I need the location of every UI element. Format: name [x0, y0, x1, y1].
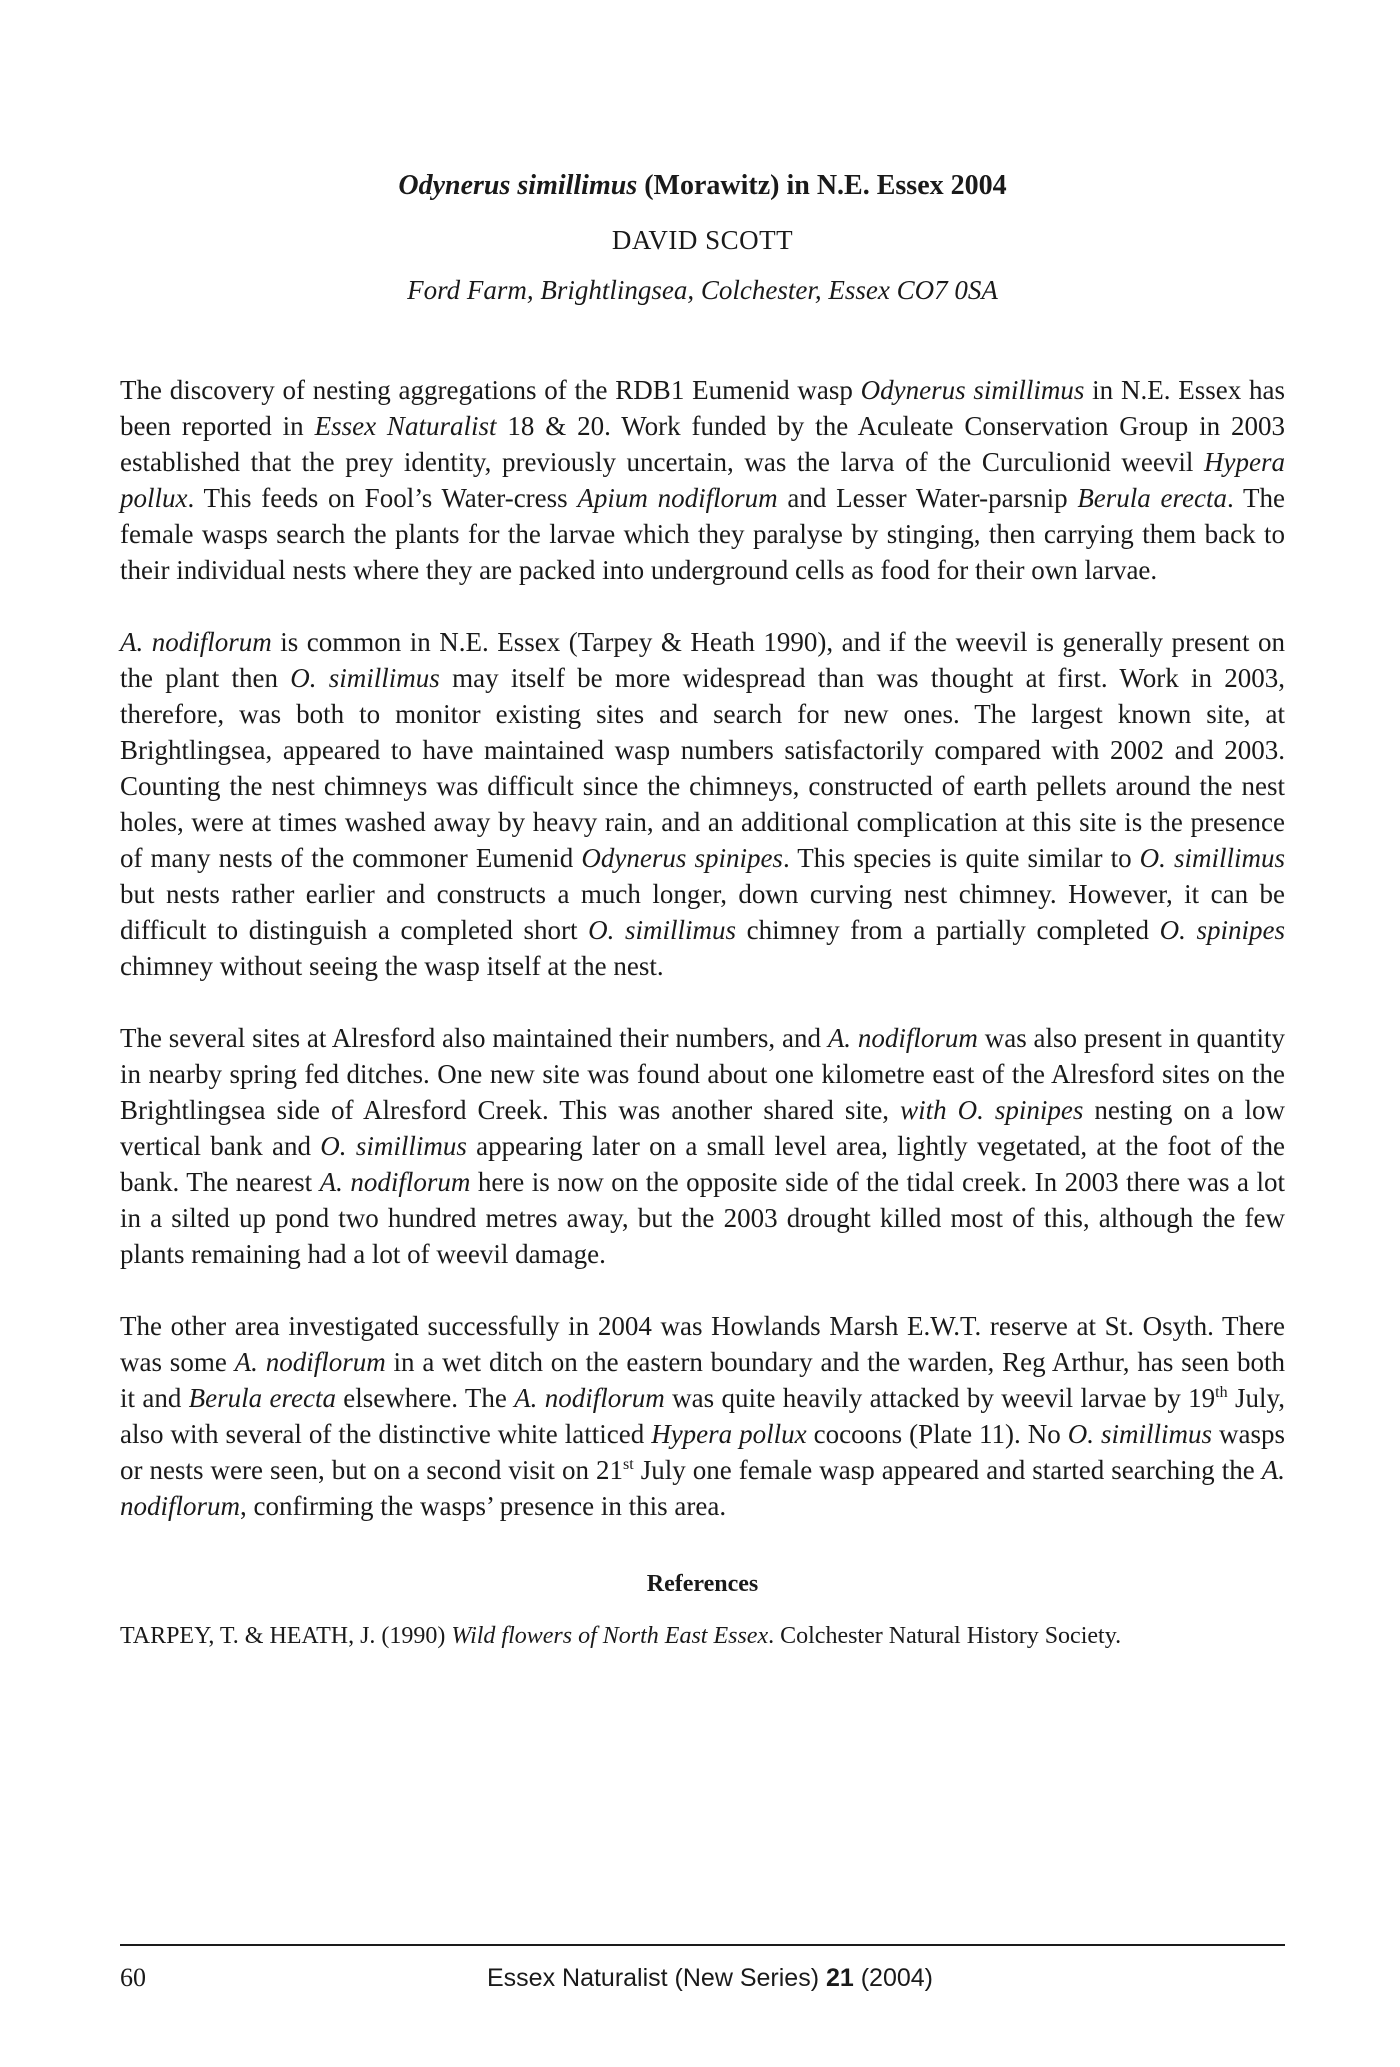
text-run: The several sites at Alresford also maintained their numbers, and: [120, 1023, 828, 1053]
text-run: The discovery of nesting aggregations of the RDB1 Eumenid wasp: [120, 375, 861, 405]
references-heading: References: [646, 1571, 759, 1597]
text-run: . The female wasps search the plants for the larvae which they paralyse by stinging, then carrying them back to their individual nests where they are packed into underground cells as food for their own larvae.: [120, 483, 1285, 585]
text-run: and Lesser Water-parsnip: [777, 483, 1078, 513]
text-run: July one female wasp appeared and started searching the: [633, 1455, 1262, 1485]
text-run: may itself be more widespread than was thought at first. Work in 2003, therefore, was both to monitor existing sites and search for new ones. The largest known site, at Brightlingsea, appeared to have maintained wasp numbers satisfactorily compared with 2002 and 2003. Counting the nest chimneys was difficult since the chimneys, constructed of earth pellets around the nest holes, were at times washed away by heavy rain, and an additional complication at this site is the presence of many nests of the commoner Eumenid: [120, 663, 1285, 873]
article-title: [120, 168, 1285, 204]
italic-term: Odynerus spinipes: [581, 843, 783, 873]
italic-term: Berula erecta: [1077, 483, 1227, 513]
journal-year: (2004): [853, 1964, 933, 1992]
text-run: but nests rather earlier and constructs a much longer, down curving nest chimney. However, it can be difficult to distinguish a completed short: [120, 879, 1285, 945]
text-run: cocoons (Plate 11). No: [806, 1419, 1068, 1449]
italic-term: A. nodiflorum: [319, 1167, 471, 1197]
journal-volume: 21: [825, 1964, 854, 1992]
footer-divider: [120, 1944, 1285, 1946]
ordinal-suffix: st: [622, 1456, 634, 1473]
page-number: 60: [120, 1963, 146, 1992]
italic-term: with O. spinipes: [900, 1095, 1084, 1125]
text-run: TARPEY, T. & HEATH, J. (1990): [120, 1623, 452, 1649]
text-run: , confirming the wasps’ presence in this area.: [240, 1491, 727, 1521]
italic-term: Hypera pollux: [651, 1419, 807, 1449]
title-species: Odynerus simillimus: [398, 170, 638, 201]
text-run: July, also with several of the distinctive white latticed: [120, 1383, 1285, 1449]
italic-term: Hypera pollux: [120, 447, 1285, 513]
italic-term: O. simillimus: [588, 915, 737, 945]
text-run: in N.E. Essex has been reported in: [120, 375, 1285, 441]
reference-item: [120, 1620, 1285, 1652]
text-run: nesting on a low vertical bank and: [120, 1095, 1285, 1161]
italic-term: O. simillimus: [1139, 843, 1285, 873]
author-address: Ford Farm, Brightlingsea, Colchester, Essex CO7 0SA: [407, 275, 998, 305]
paragraph: [120, 624, 1285, 984]
text-run: . This feeds on Fool’s Water-cress: [187, 483, 578, 513]
italic-term: O. simillimus: [320, 1131, 467, 1161]
italic-term: A. nodiflorum: [120, 1455, 1285, 1521]
ordinal-suffix: th: [1215, 1384, 1228, 1401]
text-run: chimney from a partially completed: [736, 915, 1160, 945]
text-run: The other area investigated successfully in 2004 was Howlands Marsh E.W.T. reserve at St. Osyth. There was some: [120, 1311, 1285, 1377]
italic-term: Essex Naturalist: [314, 411, 497, 441]
italic-term: A. nodiflorum: [827, 1023, 978, 1053]
italic-term: A. nodiflorum: [234, 1347, 386, 1377]
text-run: in a wet ditch on the eastern boundary and the warden, Reg Arthur, has seen both it and: [120, 1347, 1285, 1413]
author-name: DAVID SCOTT: [611, 225, 794, 255]
paragraph: [120, 372, 1285, 588]
article: [120, 168, 1285, 1652]
text-run: here is now on the opposite side of the tidal creek. In 2003 there was a lot in a silted up pond two hundred metres away, but the 2003 drought killed most of this, although the few plants remaining had a lot of weevil damage.: [120, 1167, 1285, 1269]
text-run: chimney without seeing the wasp itself at the nest.: [120, 951, 664, 981]
text-run: 18 & 20. Work funded by the Aculeate Conservation Group in 2003 established that the prey identity, previously uncertain, was the larva of the Curculionid weevil: [120, 411, 1285, 477]
italic-term: Berula erecta: [188, 1383, 336, 1413]
article-body: [120, 372, 1285, 1524]
text-run: . Colchester Natural History Society.: [768, 1623, 1122, 1649]
text-run: was also present in quantity in nearby spring fed ditches. One new site was found about one kilometre east of the Alresford sites on the Brightlingsea side of Alresford Creek. This was another shared site,: [120, 1023, 1285, 1125]
italic-term: Apium nodiflorum: [577, 483, 778, 513]
text-run: . This species is quite similar to: [782, 843, 1140, 873]
paragraph: [120, 1020, 1285, 1272]
paragraph: [120, 1308, 1285, 1524]
journal-citation: [460, 1962, 960, 1994]
text-run: is common in N.E. Essex (Tarpey & Heath 1990), and if the weevil is generally present on the plant then: [120, 627, 1285, 693]
text-run: appearing later on a small level area, lightly vegetated, at the foot of the bank. The nearest: [120, 1131, 1286, 1197]
text-run: wasps or nests were seen, but on a second visit on 21: [120, 1419, 1285, 1485]
title-rest: (Morawitz) in N.E. Essex 2004: [637, 170, 1007, 201]
italic-term: Wild flowers of North East Essex: [451, 1623, 769, 1649]
italic-term: O. simillimus: [1067, 1419, 1212, 1449]
italic-term: O. simillimus: [290, 663, 440, 693]
italic-term: A. nodiflorum: [120, 627, 272, 657]
italic-term: O. spinipes: [1159, 915, 1285, 945]
italic-term: A. nodiflorum: [514, 1383, 665, 1413]
italic-term: Odynerus simillimus: [860, 375, 1085, 405]
text-run: was quite heavily attacked by weevil larvae by 19: [664, 1383, 1216, 1413]
journal-name: Essex Naturalist (New Series): [486, 1964, 826, 1992]
text-run: elsewhere. The: [335, 1383, 515, 1413]
